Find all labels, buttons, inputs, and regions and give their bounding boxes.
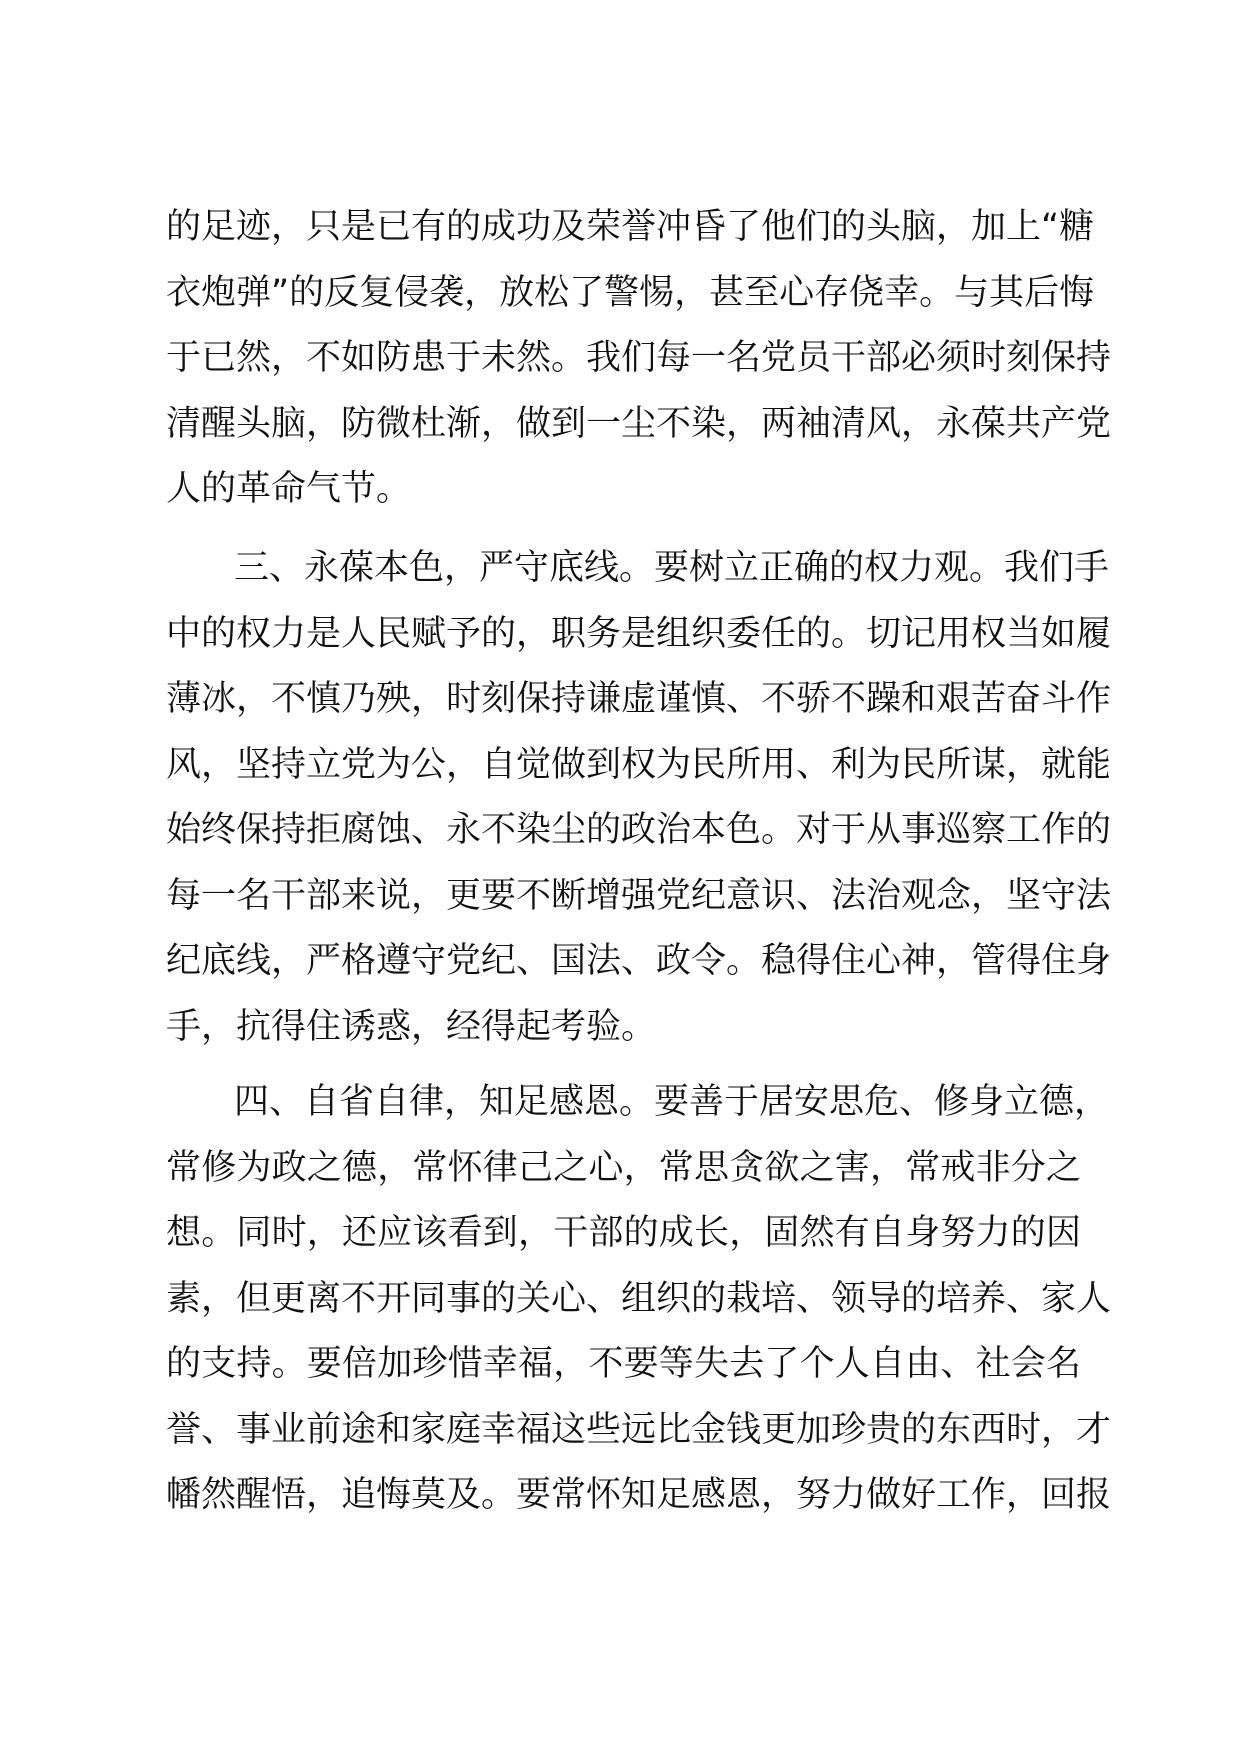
paragraph-line: 衣炮弹”的反复侵袭，放松了警惕，甚至心存侥幸。与其后悔 (166, 272, 1095, 313)
paragraph-line: 薄冰，不慎乃殃，时刻保持谦虚谨慎、不骄不躁和艰苦奋斗作 (166, 679, 1112, 719)
paragraph-line: 每一名干部来说，更要不断增强党纪意识、法治观念，坚守法 (166, 875, 1112, 916)
paragraph-line: 风，坚持立党为公，自觉做到权为民所用、利为民所谋，就能 (166, 744, 1112, 785)
paragraph-line: 手，抗得住诱惑，经得起考验。 (166, 1006, 657, 1047)
paragraph-line: 常修为政之德，常怀律己之心，常思贪欲之害，常戒非分之 (166, 1147, 1081, 1188)
paragraph-section-four (166, 1070, 1112, 1529)
paragraph-line: 四、自省自律，知足感恩。要善于居安思危、修身立德， (234, 1082, 1110, 1122)
paragraph-line: 清醒头脑，防微杜渐，做到一尘不染，两袖清风，永葆共产党 (166, 403, 1112, 444)
paragraph-line: 素，但更离不开同事的关心、组织的栽培、领导的培养、家人 (166, 1278, 1112, 1319)
paragraph-line: 誉、事业前途和家庭幸福这些远比金钱更加珍贵的东西时，才 (166, 1409, 1112, 1450)
paragraph-line: 想。同时，还应该看到，干部的成长，固然有自身努力的因 (166, 1213, 1081, 1253)
paragraph-line: 三、永葆本色，严守底线。要树立正确的权力观。我们手 (234, 548, 1110, 588)
paragraph-continuation (166, 195, 1112, 523)
paragraph-line: 人的革命气节。 (166, 469, 412, 509)
paragraph-line: 于已然，不如防患于未然。我们每一名党员干部必须时刻保持 (166, 338, 1112, 378)
paragraph-line: 纪底线，严格遵守党纪、国法、政令。稳得住心神，管得住身 (166, 941, 1112, 981)
paragraph-section-three (166, 536, 1112, 1060)
paragraph-line: 幡然醒悟，追悔莫及。要常怀知足感恩，努力做好工作，回报 (166, 1475, 1112, 1515)
paragraph-line: 中的权力是人民赋予的，职务是组织委任的。切记用权当如履 (166, 613, 1112, 654)
paragraph-line: 的支持。要倍加珍惜幸福，不要等失去了个人自由、社会名 (166, 1344, 1081, 1384)
paragraph-line: 始终保持拒腐蚀、永不染尘的政治本色。对于从事巡察工作的 (166, 810, 1112, 850)
paragraph-line: 的足迹，只是已有的成功及荣誉冲昏了他们的头脑，加上“糖 (166, 207, 1095, 247)
